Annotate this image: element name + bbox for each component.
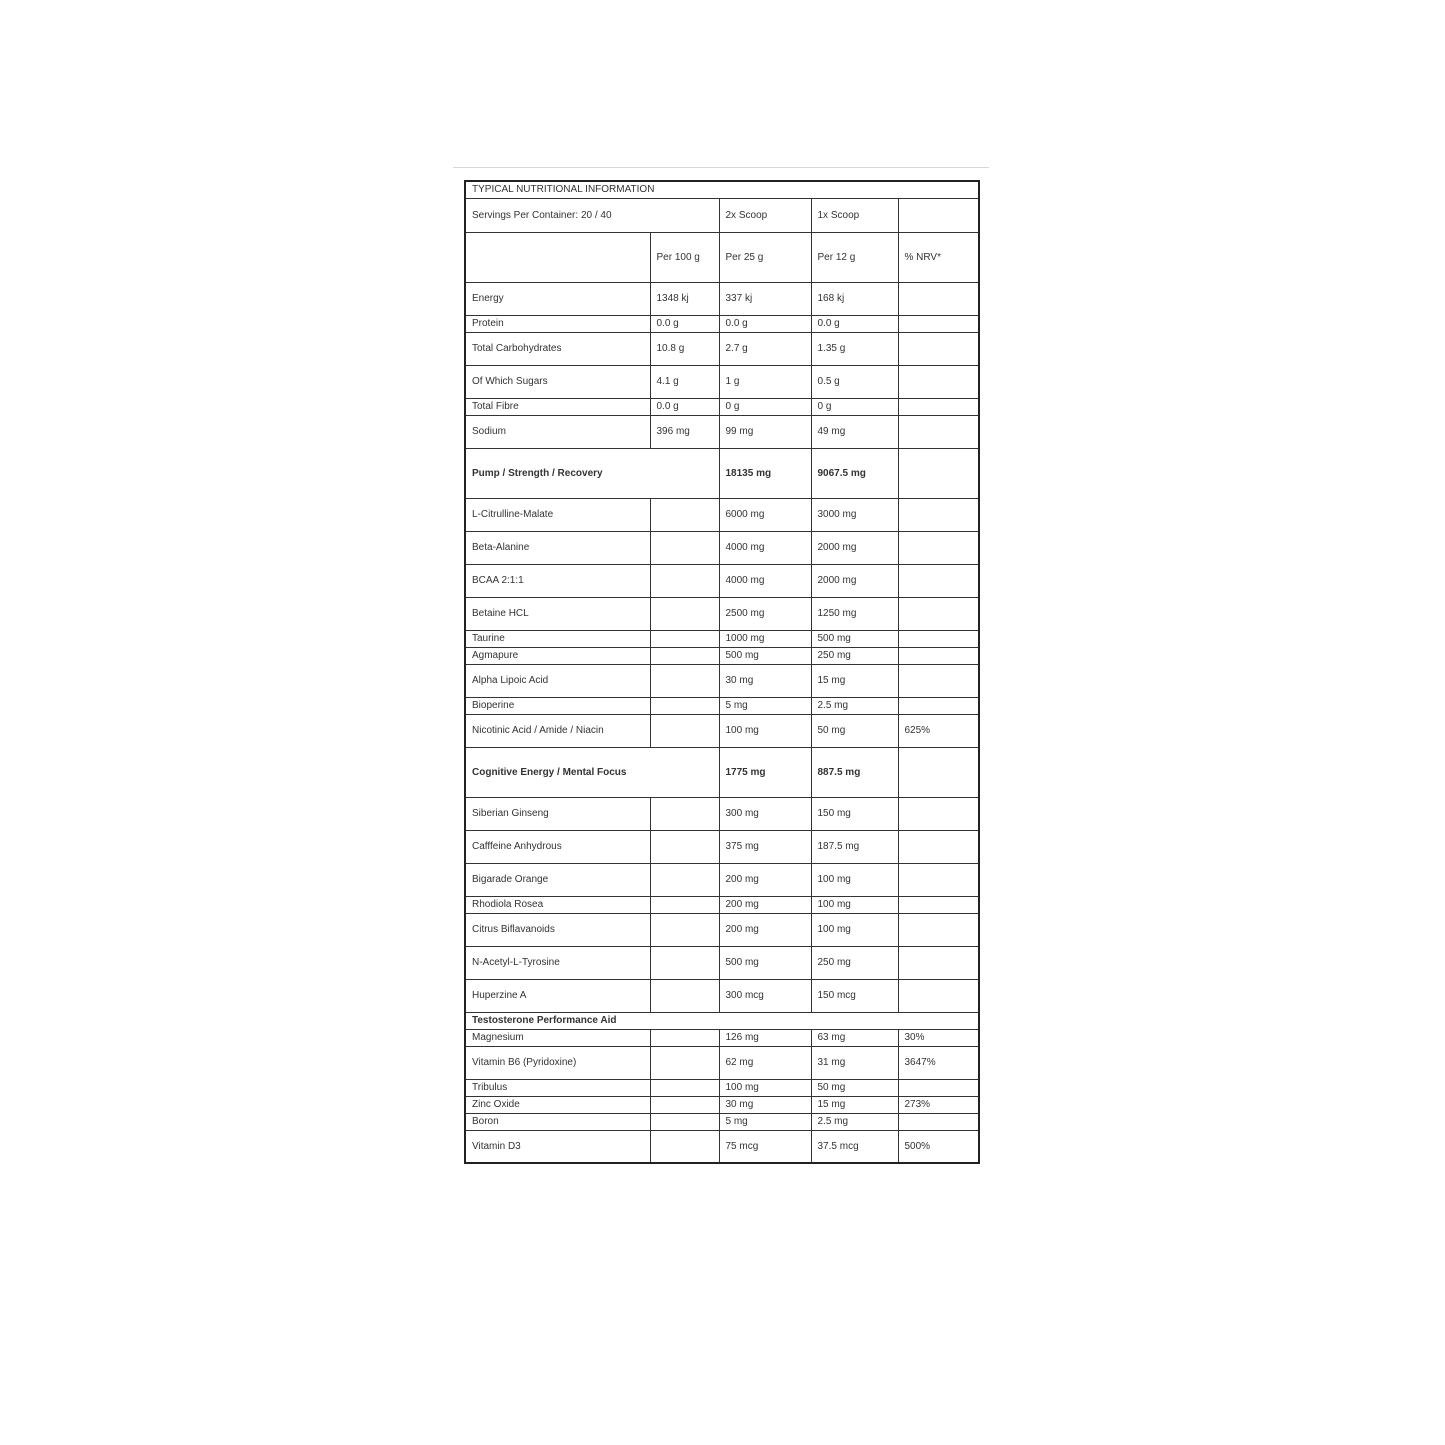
- per-25g-value: 4000 mg: [719, 564, 811, 597]
- nrv-value: [898, 697, 979, 714]
- per-100g-value: [650, 697, 719, 714]
- servings-per-container: Servings Per Container: 20 / 40: [465, 198, 719, 232]
- table-row: [465, 1079, 979, 1096]
- row-label: Vitamin D3: [465, 1130, 650, 1163]
- empty-cell: [898, 198, 979, 232]
- per-25g-value: 500 mg: [719, 647, 811, 664]
- top-divider: [453, 167, 989, 168]
- per-25g-value: 1000 mg: [719, 630, 811, 647]
- per-100g-value: [650, 531, 719, 564]
- row-label: Tribulus: [465, 1079, 650, 1096]
- per-12g-value: 887.5 mg: [811, 747, 898, 797]
- nrv-value: [898, 398, 979, 415]
- section-title-pump: Pump / Strength / Recovery: [465, 448, 719, 498]
- table-row: [465, 979, 979, 1012]
- column-header-row: [465, 232, 979, 282]
- per-12g-value: 1250 mg: [811, 597, 898, 630]
- per-100g-value: 10.8 g: [650, 332, 719, 365]
- per-25g-value: 30 mg: [719, 664, 811, 697]
- nrv-value: 273%: [898, 1096, 979, 1113]
- table-row: [465, 1046, 979, 1079]
- per-100g-value: [650, 498, 719, 531]
- table-row: [465, 415, 979, 448]
- row-label: Boron: [465, 1113, 650, 1130]
- table-row: [465, 332, 979, 365]
- nrv-value: [898, 797, 979, 830]
- table-row: [465, 647, 979, 664]
- nrv-value: [898, 498, 979, 531]
- per-100g-value: [650, 714, 719, 747]
- per-25g-value: 2.7 g: [719, 332, 811, 365]
- row-label: Protein: [465, 315, 650, 332]
- section-header-row: [465, 448, 979, 498]
- per-25g-value: 5 mg: [719, 697, 811, 714]
- table-title: TYPICAL NUTRITIONAL INFORMATION: [465, 181, 979, 198]
- per-25g-value: 100 mg: [719, 714, 811, 747]
- table-row: [465, 664, 979, 697]
- per-12g-value: 63 mg: [811, 1029, 898, 1046]
- per-12g-value: 0 g: [811, 398, 898, 415]
- per-25g-value: 62 mg: [719, 1046, 811, 1079]
- per-25g-value: 100 mg: [719, 1079, 811, 1096]
- table-row: [465, 863, 979, 896]
- per-100g-value: [650, 1113, 719, 1130]
- row-label: BCAA 2:1:1: [465, 564, 650, 597]
- row-label: Energy: [465, 282, 650, 315]
- per-100g-value: [650, 1096, 719, 1113]
- nrv-value: [898, 747, 979, 797]
- row-label: Beta-Alanine: [465, 531, 650, 564]
- per-25g-value: 200 mg: [719, 913, 811, 946]
- nrv-value: [898, 531, 979, 564]
- table-row: [465, 830, 979, 863]
- table-row: [465, 498, 979, 531]
- per-12g-value: 2000 mg: [811, 531, 898, 564]
- header-per-25g: Per 25 g: [719, 232, 811, 282]
- row-label: Total Fibre: [465, 398, 650, 415]
- per-100g-value: [650, 896, 719, 913]
- table-row: [465, 1130, 979, 1163]
- nutrition-table: [464, 180, 980, 1164]
- per-100g-value: [650, 946, 719, 979]
- row-label: Taurine: [465, 630, 650, 647]
- per-12g-value: 100 mg: [811, 896, 898, 913]
- per-100g-value: [650, 1029, 719, 1046]
- table-row: [465, 531, 979, 564]
- per-25g-value: 200 mg: [719, 863, 811, 896]
- row-label: Of Which Sugars: [465, 365, 650, 398]
- row-label: Betaine HCL: [465, 597, 650, 630]
- nrv-value: [898, 863, 979, 896]
- per-25g-value: 5 mg: [719, 1113, 811, 1130]
- per-12g-value: 500 mg: [811, 630, 898, 647]
- table-row: [465, 946, 979, 979]
- nrv-value: [898, 448, 979, 498]
- per-100g-value: [650, 1046, 719, 1079]
- per-25g-value: 6000 mg: [719, 498, 811, 531]
- table-row: [465, 282, 979, 315]
- row-label: Huperzine A: [465, 979, 650, 1012]
- per-12g-value: 2.5 mg: [811, 1113, 898, 1130]
- per-12g-value: 15 mg: [811, 1096, 898, 1113]
- nrv-value: [898, 564, 979, 597]
- per-100g-value: [650, 797, 719, 830]
- serving-header-2x: 2x Scoop: [719, 198, 811, 232]
- row-label: Nicotinic Acid / Amide / Niacin: [465, 714, 650, 747]
- nrv-value: [898, 647, 979, 664]
- per-100g-value: [650, 664, 719, 697]
- nrv-value: [898, 282, 979, 315]
- per-100g-value: 396 mg: [650, 415, 719, 448]
- per-12g-value: 50 mg: [811, 714, 898, 747]
- per-12g-value: 2000 mg: [811, 564, 898, 597]
- per-100g-value: 0.0 g: [650, 398, 719, 415]
- table-row: [465, 1113, 979, 1130]
- row-label: N-Acetyl-L-Tyrosine: [465, 946, 650, 979]
- per-12g-value: 250 mg: [811, 647, 898, 664]
- per-12g-value: 15 mg: [811, 664, 898, 697]
- per-25g-value: 126 mg: [719, 1029, 811, 1046]
- per-25g-value: 200 mg: [719, 896, 811, 913]
- per-100g-value: 4.1 g: [650, 365, 719, 398]
- per-12g-value: 9067.5 mg: [811, 448, 898, 498]
- nrv-value: [898, 830, 979, 863]
- header-nrv: % NRV*: [898, 232, 979, 282]
- nrv-value: [898, 979, 979, 1012]
- per-25g-value: 1775 mg: [719, 747, 811, 797]
- per-25g-value: 75 mcg: [719, 1130, 811, 1163]
- nrv-value: 3647%: [898, 1046, 979, 1079]
- nrv-value: [898, 946, 979, 979]
- per-100g-value: [650, 1079, 719, 1096]
- row-label: Rhodiola Rosea: [465, 896, 650, 913]
- per-12g-value: 100 mg: [811, 863, 898, 896]
- per-12g-value: 31 mg: [811, 1046, 898, 1079]
- table-row: [465, 1029, 979, 1046]
- per-12g-value: 150 mcg: [811, 979, 898, 1012]
- per-12g-value: 2.5 mg: [811, 697, 898, 714]
- per-100g-value: [650, 647, 719, 664]
- per-100g-value: [650, 630, 719, 647]
- table-row: [465, 597, 979, 630]
- header-per-12g: Per 12 g: [811, 232, 898, 282]
- nrv-value: [898, 896, 979, 913]
- per-100g-value: 1348 kj: [650, 282, 719, 315]
- per-12g-value: 0.0 g: [811, 315, 898, 332]
- header-per-100g: Per 100 g: [650, 232, 719, 282]
- section-header-row: [465, 747, 979, 797]
- per-25g-value: 300 mg: [719, 797, 811, 830]
- nrv-value: [898, 315, 979, 332]
- nrv-value: [898, 365, 979, 398]
- nrv-value: [898, 415, 979, 448]
- nrv-value: [898, 1113, 979, 1130]
- per-25g-value: 500 mg: [719, 946, 811, 979]
- row-label: Alpha Lipoic Acid: [465, 664, 650, 697]
- per-12g-value: 0.5 g: [811, 365, 898, 398]
- table-row: [465, 714, 979, 747]
- nrv-value: 500%: [898, 1130, 979, 1163]
- per-100g-value: [650, 979, 719, 1012]
- per-100g-value: [650, 1130, 719, 1163]
- nrv-value: [898, 332, 979, 365]
- per-25g-value: 4000 mg: [719, 531, 811, 564]
- per-100g-value: [650, 597, 719, 630]
- table-row: [465, 365, 979, 398]
- per-100g-value: [650, 863, 719, 896]
- row-label: Citrus Biflavanoids: [465, 913, 650, 946]
- per-25g-value: 30 mg: [719, 1096, 811, 1113]
- table-row: [465, 896, 979, 913]
- per-25g-value: 300 mcg: [719, 979, 811, 1012]
- per-12g-value: 50 mg: [811, 1079, 898, 1096]
- per-25g-value: 375 mg: [719, 830, 811, 863]
- nrv-value: [898, 597, 979, 630]
- row-label: Siberian Ginseng: [465, 797, 650, 830]
- per-100g-value: [650, 830, 719, 863]
- per-12g-value: 49 mg: [811, 415, 898, 448]
- nrv-value: 30%: [898, 1029, 979, 1046]
- per-12g-value: 168 kj: [811, 282, 898, 315]
- title-row: [465, 181, 979, 198]
- nrv-value: 625%: [898, 714, 979, 747]
- table-row: [465, 398, 979, 415]
- per-12g-value: 100 mg: [811, 913, 898, 946]
- per-100g-value: [650, 564, 719, 597]
- row-label: Magnesium: [465, 1029, 650, 1046]
- row-label: Vitamin B6 (Pyridoxine): [465, 1046, 650, 1079]
- per-25g-value: 2500 mg: [719, 597, 811, 630]
- per-100g-value: [650, 913, 719, 946]
- row-label: Total Carbohydrates: [465, 332, 650, 365]
- per-25g-value: 18135 mg: [719, 448, 811, 498]
- section-header-row: [465, 1012, 979, 1029]
- row-label: Agmapure: [465, 647, 650, 664]
- table-row: [465, 630, 979, 647]
- per-25g-value: 0.0 g: [719, 315, 811, 332]
- per-25g-value: 99 mg: [719, 415, 811, 448]
- table-row: [465, 564, 979, 597]
- nrv-value: [898, 1079, 979, 1096]
- row-label: L-Citrulline-Malate: [465, 498, 650, 531]
- table-row: [465, 315, 979, 332]
- table-row: [465, 1096, 979, 1113]
- nrv-value: [898, 630, 979, 647]
- row-label: Sodium: [465, 415, 650, 448]
- row-label: Bigarade Orange: [465, 863, 650, 896]
- nrv-value: [898, 664, 979, 697]
- per-25g-value: 1 g: [719, 365, 811, 398]
- per-12g-value: 250 mg: [811, 946, 898, 979]
- row-label: Zinc Oxide: [465, 1096, 650, 1113]
- per-12g-value: 3000 mg: [811, 498, 898, 531]
- section-title-testosterone: Testosterone Performance Aid: [465, 1012, 979, 1029]
- servings-row: [465, 198, 979, 232]
- per-25g-value: 0 g: [719, 398, 811, 415]
- table-row: [465, 797, 979, 830]
- row-label: Cafffeine Anhydrous: [465, 830, 650, 863]
- table-row: [465, 913, 979, 946]
- serving-header-1x: 1x Scoop: [811, 198, 898, 232]
- per-100g-value: 0.0 g: [650, 315, 719, 332]
- per-25g-value: 337 kj: [719, 282, 811, 315]
- per-12g-value: 37.5 mcg: [811, 1130, 898, 1163]
- table-row: [465, 697, 979, 714]
- row-label: Bioperine: [465, 697, 650, 714]
- section-title-cognitive: Cognitive Energy / Mental Focus: [465, 747, 719, 797]
- per-12g-value: 1.35 g: [811, 332, 898, 365]
- per-12g-value: 150 mg: [811, 797, 898, 830]
- per-12g-value: 187.5 mg: [811, 830, 898, 863]
- nrv-value: [898, 913, 979, 946]
- empty-cell: [465, 232, 650, 282]
